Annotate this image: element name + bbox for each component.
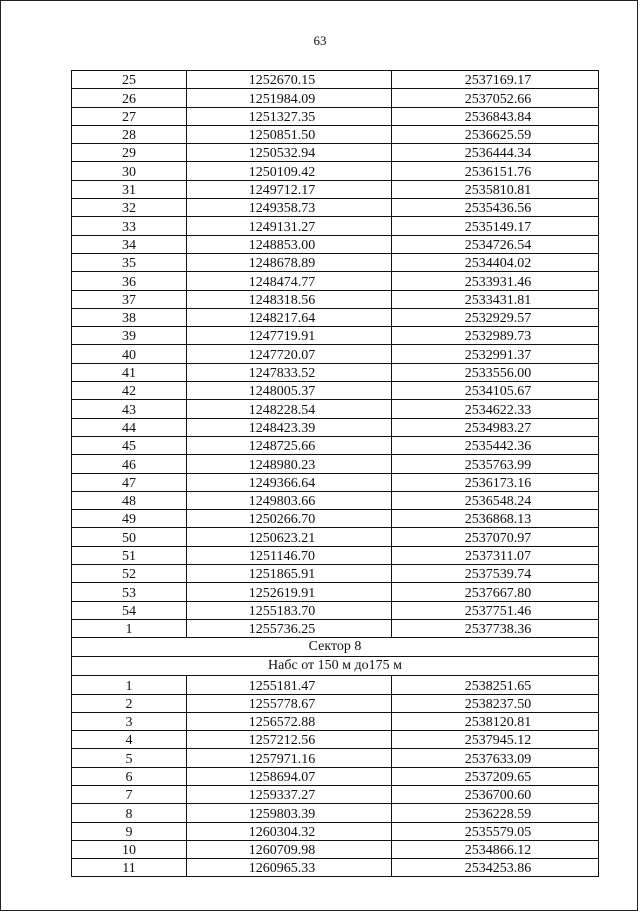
x-coordinate-cell: 1248423.39 <box>187 418 392 436</box>
point-number-cell: 26 <box>72 89 187 107</box>
point-number-cell: 27 <box>72 107 187 125</box>
sector-title-row <box>72 638 599 657</box>
x-coordinate-cell: 1258694.07 <box>187 767 392 785</box>
page-number: 63 <box>313 33 327 48</box>
table-row <box>72 712 599 730</box>
table-row <box>72 785 599 803</box>
table-row <box>72 436 599 454</box>
y-coordinate-cell: 2536548.24 <box>392 491 599 509</box>
point-number-cell: 42 <box>72 382 187 400</box>
y-coordinate-cell: 2534983.27 <box>392 418 599 436</box>
sector-header <box>72 638 599 676</box>
x-coordinate-cell: 1248217.64 <box>187 308 392 326</box>
point-number-cell: 37 <box>72 290 187 308</box>
table-row <box>72 583 599 601</box>
y-coordinate-cell: 2537738.36 <box>392 619 599 637</box>
point-number-cell: 52 <box>72 565 187 583</box>
table-row <box>72 107 599 125</box>
x-coordinate-cell: 1252619.91 <box>187 583 392 601</box>
x-coordinate-cell: 1250851.50 <box>187 125 392 143</box>
point-number-cell: 32 <box>72 199 187 217</box>
x-coordinate-cell: 1249131.27 <box>187 217 392 235</box>
y-coordinate-cell: 2538251.65 <box>392 676 599 694</box>
x-coordinate-cell: 1251984.09 <box>187 89 392 107</box>
y-coordinate-cell: 2533931.46 <box>392 272 599 290</box>
x-coordinate-cell: 1248725.66 <box>187 436 392 454</box>
table-row <box>72 804 599 822</box>
point-number-cell: 3 <box>72 712 187 730</box>
table-row <box>72 418 599 436</box>
x-coordinate-cell: 1255183.70 <box>187 601 392 619</box>
table-row <box>72 749 599 767</box>
table-row <box>72 327 599 345</box>
point-number-cell: 41 <box>72 363 187 381</box>
x-coordinate-cell: 1247719.91 <box>187 327 392 345</box>
point-number-cell: 48 <box>72 491 187 509</box>
y-coordinate-cell: 2534253.86 <box>392 859 599 877</box>
x-coordinate-cell: 1252670.15 <box>187 71 392 89</box>
point-number-cell: 7 <box>72 785 187 803</box>
point-number-cell: 29 <box>72 144 187 162</box>
y-coordinate-cell: 2532991.37 <box>392 345 599 363</box>
point-number-cell: 9 <box>72 822 187 840</box>
table-row <box>72 308 599 326</box>
sector-title: Сектор 8 <box>72 638 599 657</box>
table-row <box>72 89 599 107</box>
point-number-cell: 43 <box>72 400 187 418</box>
y-coordinate-cell: 2537311.07 <box>392 546 599 564</box>
table-row <box>72 546 599 564</box>
table-row <box>72 565 599 583</box>
x-coordinate-cell: 1248678.89 <box>187 253 392 271</box>
x-coordinate-cell: 1248005.37 <box>187 382 392 400</box>
point-number-cell: 5 <box>72 749 187 767</box>
point-number-cell: 30 <box>72 162 187 180</box>
x-coordinate-cell: 1255778.67 <box>187 694 392 712</box>
y-coordinate-cell: 2536228.59 <box>392 804 599 822</box>
point-number-cell: 2 <box>72 694 187 712</box>
x-coordinate-cell: 1247833.52 <box>187 363 392 381</box>
x-coordinate-cell: 1249712.17 <box>187 180 392 198</box>
x-coordinate-cell: 1260965.33 <box>187 859 392 877</box>
y-coordinate-cell: 2537751.46 <box>392 601 599 619</box>
y-coordinate-cell: 2535579.05 <box>392 822 599 840</box>
y-coordinate-cell: 2534622.33 <box>392 400 599 418</box>
x-coordinate-cell: 1255181.47 <box>187 676 392 694</box>
x-coordinate-cell: 1249366.64 <box>187 473 392 491</box>
y-coordinate-cell: 2535810.81 <box>392 180 599 198</box>
x-coordinate-cell: 1251146.70 <box>187 546 392 564</box>
y-coordinate-cell: 2534866.12 <box>392 840 599 858</box>
table-row <box>72 455 599 473</box>
x-coordinate-cell: 1248980.23 <box>187 455 392 473</box>
point-number-cell: 6 <box>72 767 187 785</box>
y-coordinate-cell: 2537633.09 <box>392 749 599 767</box>
table-row <box>72 601 599 619</box>
table-row <box>72 619 599 637</box>
y-coordinate-cell: 2536151.76 <box>392 162 599 180</box>
point-number-cell: 4 <box>72 731 187 749</box>
point-number-cell: 38 <box>72 308 187 326</box>
table-row <box>72 510 599 528</box>
y-coordinate-cell: 2537169.17 <box>392 71 599 89</box>
y-coordinate-cell: 2537667.80 <box>392 583 599 601</box>
x-coordinate-cell: 1251865.91 <box>187 565 392 583</box>
y-coordinate-cell: 2538237.50 <box>392 694 599 712</box>
table-row <box>72 345 599 363</box>
point-number-cell: 53 <box>72 583 187 601</box>
point-number-cell: 36 <box>72 272 187 290</box>
table-row <box>72 125 599 143</box>
y-coordinate-cell: 2533556.00 <box>392 363 599 381</box>
table-row <box>72 144 599 162</box>
table-row <box>72 840 599 858</box>
table-row <box>72 180 599 198</box>
y-coordinate-cell: 2536444.34 <box>392 144 599 162</box>
x-coordinate-cell: 1247720.07 <box>187 345 392 363</box>
x-coordinate-cell: 1256572.88 <box>187 712 392 730</box>
y-coordinate-cell: 2533431.81 <box>392 290 599 308</box>
x-coordinate-cell: 1251327.35 <box>187 107 392 125</box>
y-coordinate-cell: 2536843.84 <box>392 107 599 125</box>
x-coordinate-cell: 1259337.27 <box>187 785 392 803</box>
x-coordinate-cell: 1260304.32 <box>187 822 392 840</box>
table-row <box>72 217 599 235</box>
table-row <box>72 71 599 89</box>
table-row <box>72 272 599 290</box>
table-row <box>72 162 599 180</box>
y-coordinate-cell: 2536868.13 <box>392 510 599 528</box>
y-coordinate-cell: 2536700.60 <box>392 785 599 803</box>
point-number-cell: 33 <box>72 217 187 235</box>
point-number-cell: 11 <box>72 859 187 877</box>
table-row <box>72 235 599 253</box>
y-coordinate-cell: 2537945.12 <box>392 731 599 749</box>
point-number-cell: 54 <box>72 601 187 619</box>
point-number-cell: 40 <box>72 345 187 363</box>
point-number-cell: 10 <box>72 840 187 858</box>
table-row <box>72 382 599 400</box>
x-coordinate-cell: 1250266.70 <box>187 510 392 528</box>
table-row <box>72 767 599 785</box>
table-row <box>72 473 599 491</box>
point-number-cell: 44 <box>72 418 187 436</box>
point-number-cell: 46 <box>72 455 187 473</box>
table-body-after-sector <box>72 676 599 877</box>
point-number-cell: 39 <box>72 327 187 345</box>
y-coordinate-cell: 2534726.54 <box>392 235 599 253</box>
y-coordinate-cell: 2535436.56 <box>392 199 599 217</box>
y-coordinate-cell: 2536173.16 <box>392 473 599 491</box>
y-coordinate-cell: 2532989.73 <box>392 327 599 345</box>
x-coordinate-cell: 1249358.73 <box>187 199 392 217</box>
point-number-cell: 50 <box>72 528 187 546</box>
y-coordinate-cell: 2535442.36 <box>392 436 599 454</box>
x-coordinate-cell: 1255736.25 <box>187 619 392 637</box>
y-coordinate-cell: 2536625.59 <box>392 125 599 143</box>
x-coordinate-cell: 1259803.39 <box>187 804 392 822</box>
y-coordinate-cell: 2537539.74 <box>392 565 599 583</box>
x-coordinate-cell: 1250109.42 <box>187 162 392 180</box>
table-row <box>72 731 599 749</box>
x-coordinate-cell: 1249803.66 <box>187 491 392 509</box>
table-body-before-sector <box>72 71 599 638</box>
point-number-cell: 25 <box>72 71 187 89</box>
point-number-cell: 1 <box>72 619 187 637</box>
y-coordinate-cell: 2538120.81 <box>392 712 599 730</box>
x-coordinate-cell: 1257212.56 <box>187 731 392 749</box>
point-number-cell: 28 <box>72 125 187 143</box>
x-coordinate-cell: 1250532.94 <box>187 144 392 162</box>
y-coordinate-cell: 2537052.66 <box>392 89 599 107</box>
table-row <box>72 528 599 546</box>
point-number-cell: 34 <box>72 235 187 253</box>
y-coordinate-cell: 2534105.67 <box>392 382 599 400</box>
table-row <box>72 859 599 877</box>
table-row <box>72 290 599 308</box>
y-coordinate-cell: 2534404.02 <box>392 253 599 271</box>
y-coordinate-cell: 2535149.17 <box>392 217 599 235</box>
point-number-cell: 31 <box>72 180 187 198</box>
point-number-cell: 35 <box>72 253 187 271</box>
table-row <box>72 363 599 381</box>
x-coordinate-cell: 1248474.77 <box>187 272 392 290</box>
point-number-cell: 51 <box>72 546 187 564</box>
table-row <box>72 822 599 840</box>
y-coordinate-cell: 2535763.99 <box>392 455 599 473</box>
table-row <box>72 400 599 418</box>
x-coordinate-cell: 1248228.54 <box>187 400 392 418</box>
y-coordinate-cell: 2537209.65 <box>392 767 599 785</box>
y-coordinate-cell: 2532929.57 <box>392 308 599 326</box>
x-coordinate-cell: 1260709.98 <box>187 840 392 858</box>
table-row <box>72 253 599 271</box>
point-number-cell: 47 <box>72 473 187 491</box>
point-number-cell: 49 <box>72 510 187 528</box>
x-coordinate-cell: 1248318.56 <box>187 290 392 308</box>
x-coordinate-cell: 1250623.21 <box>187 528 392 546</box>
x-coordinate-cell: 1257971.16 <box>187 749 392 767</box>
coordinates-table <box>71 70 599 877</box>
sector-note-row <box>72 657 599 676</box>
point-number-cell: 45 <box>72 436 187 454</box>
table-row <box>72 491 599 509</box>
table-row <box>72 676 599 694</box>
x-coordinate-cell: 1248853.00 <box>187 235 392 253</box>
table-row <box>72 199 599 217</box>
point-number-cell: 8 <box>72 804 187 822</box>
y-coordinate-cell: 2537070.97 <box>392 528 599 546</box>
sector-note: Набс от 150 м до175 м <box>72 657 599 676</box>
table-row <box>72 694 599 712</box>
point-number-cell: 1 <box>72 676 187 694</box>
